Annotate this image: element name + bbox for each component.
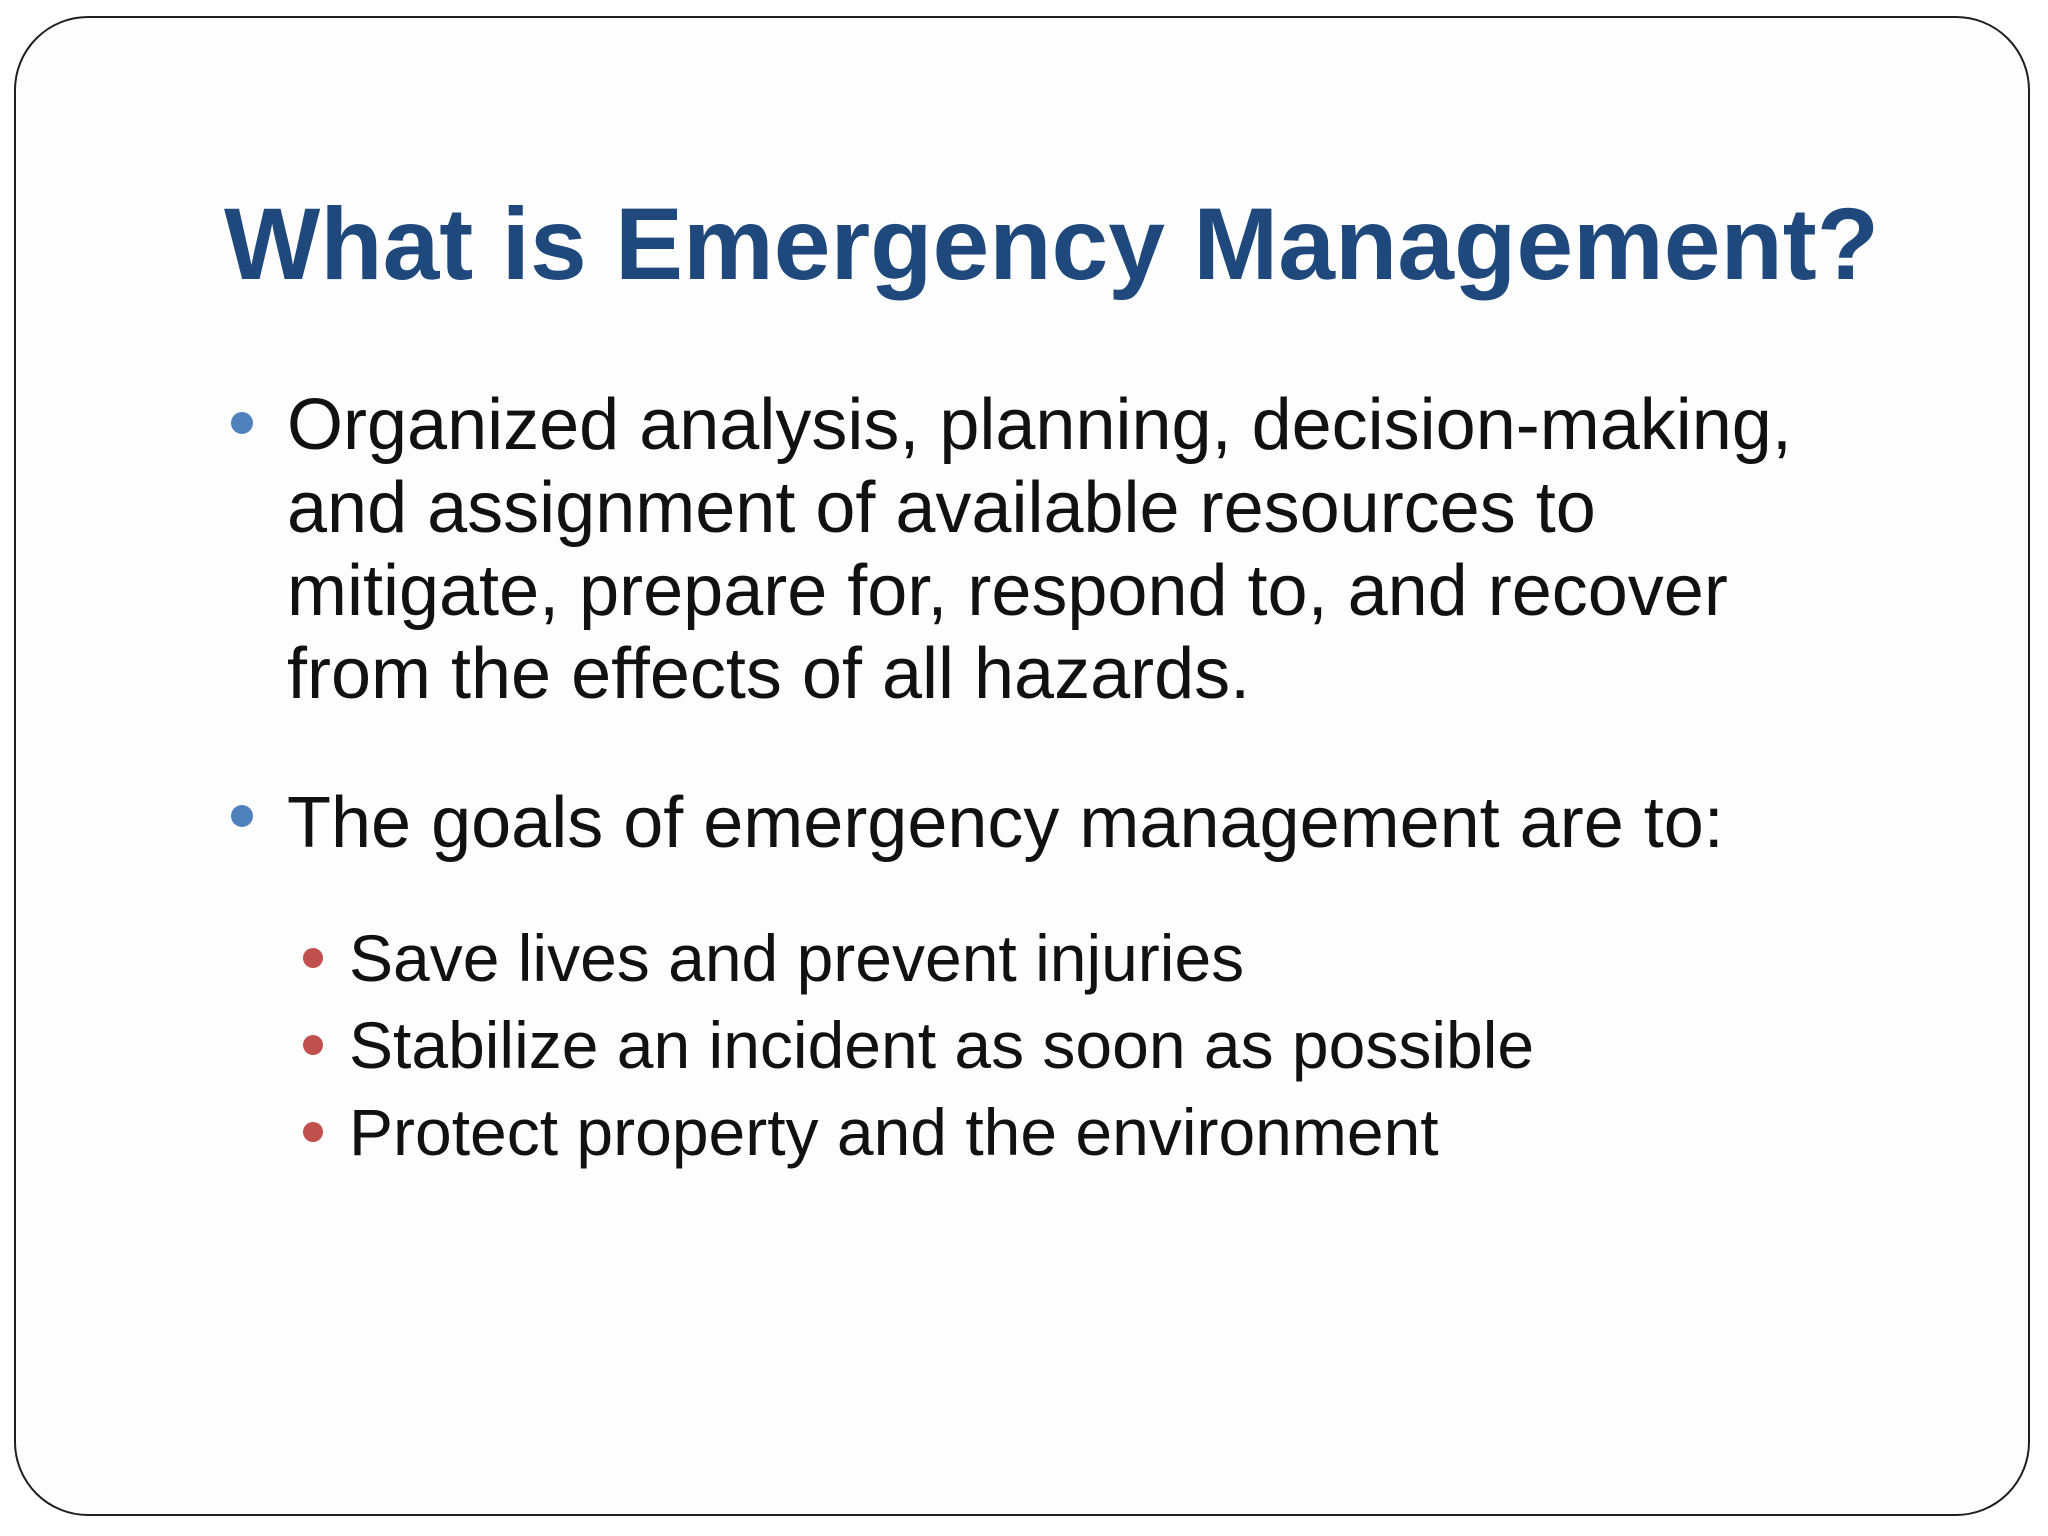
- bullet-line: from the effects of all hazards.: [287, 634, 1251, 714]
- bullet-item-goals: The goals of emergency management are to:: [287, 783, 1724, 863]
- sub-bullet-item: Save lives and prevent injuries: [349, 921, 1245, 995]
- bullet-line: mitigate, prepare for, respond to, and recover: [287, 551, 1728, 631]
- bullet-dot-icon: [231, 805, 253, 827]
- sub-bullet-item: Protect property and the environment: [349, 1095, 1439, 1169]
- sub-bullet-dot-icon: [303, 1035, 323, 1055]
- bullet-item-definition: [287, 384, 1792, 716]
- bullet-line: Organized analysis, planning, decision-making,: [287, 385, 1792, 465]
- bullet-line: and assignment of available resources to: [287, 468, 1596, 548]
- slide-title: What is Emergency Management?: [224, 187, 1880, 301]
- bullet-dot-icon: [231, 412, 253, 434]
- sub-bullet-item: Stabilize an incident as soon as possible: [349, 1008, 1535, 1082]
- sub-bullet-dot-icon: [303, 1122, 323, 1142]
- sub-bullet-dot-icon: [303, 948, 323, 968]
